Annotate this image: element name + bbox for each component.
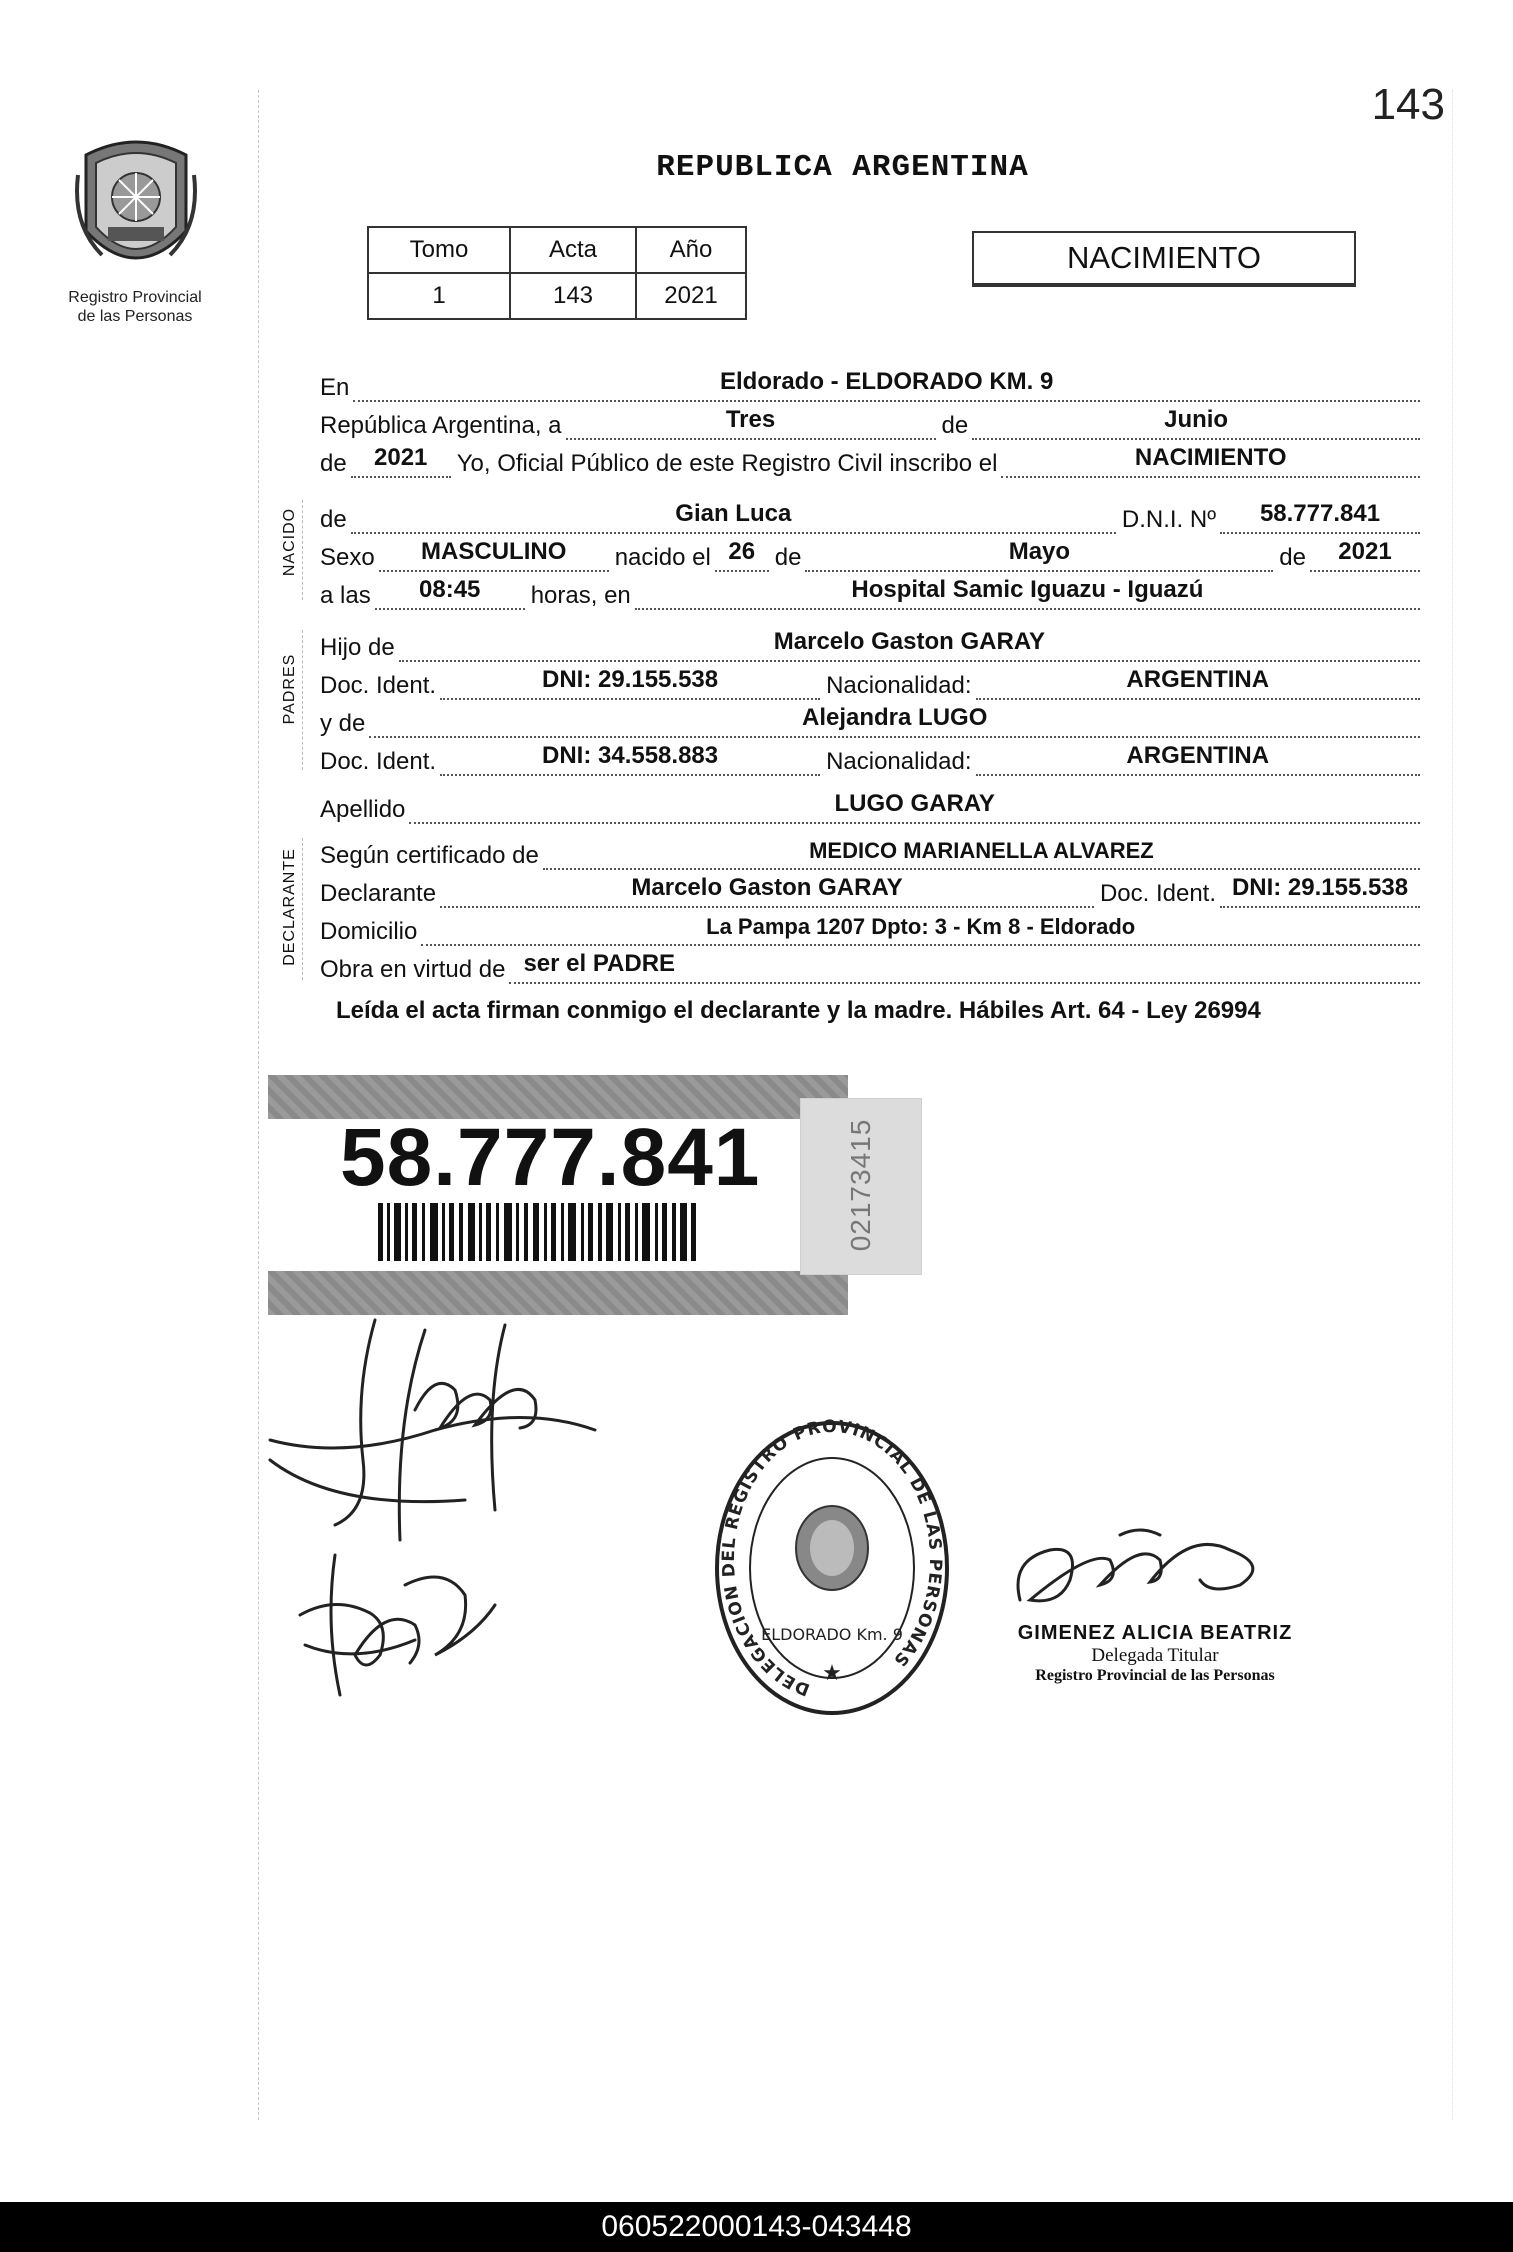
record-type-box: NACIMIENTO: [972, 231, 1356, 287]
field-dia-nac: 26: [715, 538, 769, 572]
row-fecha: [320, 408, 1420, 440]
value-anio: 2021: [636, 273, 746, 319]
signature-declarante-icon: [265, 1310, 605, 1550]
row-declarante: [320, 876, 1420, 908]
vertical-code-sticker: [800, 1098, 922, 1275]
side-label-declarante: DECLARANTE: [281, 848, 298, 966]
field-nombre: Gian Luca: [351, 500, 1116, 534]
field-lugar-nac: Hospital Samic Iguazu - Iguazú: [635, 576, 1420, 610]
label-de-mes: de: [941, 412, 969, 439]
label-obra: Obra en virtud de: [320, 956, 506, 983]
row-certificado: [320, 838, 1420, 870]
label-doc-declarante: Doc. Ident.: [1099, 880, 1216, 907]
vertical-code: 02173415: [845, 1118, 876, 1252]
label-de-anio: de: [320, 450, 347, 477]
logo-caption-line1: Registro Provincial: [68, 289, 202, 306]
label-horas-en: horas, en: [530, 582, 631, 609]
page-number: 143: [1371, 80, 1445, 129]
label-doc-padre: Doc. Ident.: [320, 672, 437, 699]
label-en: En: [320, 374, 350, 401]
field-apellido: LUGO GARAY: [409, 790, 1420, 824]
row-padre: [320, 630, 1420, 662]
header-anio: Año: [636, 227, 746, 273]
value-acta: 143: [510, 273, 636, 319]
field-sexo: MASCULINO: [379, 538, 609, 572]
label-segun: Según certificado de: [320, 842, 539, 869]
id-number: 58.777.841: [340, 1112, 761, 1203]
label-de-anio-nac: de: [1279, 544, 1306, 571]
field-declarante: Marcelo Gaston GARAY: [440, 874, 1094, 908]
field-padre-doc: DNI: 29.155.538: [440, 666, 820, 700]
record-table: [367, 226, 747, 320]
field-obra: ser el PADRE: [509, 950, 1420, 984]
document-title: REPUBLICA ARGENTINA: [656, 150, 1029, 185]
logo-caption: [40, 288, 230, 326]
label-y-de: y de: [320, 710, 366, 737]
field-madre: Alejandra LUGO: [369, 704, 1420, 738]
label-strip-bottom: [268, 1271, 848, 1315]
label-hijo-de: Hijo de: [320, 634, 395, 661]
right-margin-line: [1452, 90, 1453, 2120]
side-label-nacido: NACIDO: [281, 507, 298, 577]
field-anio-nac: 2021: [1310, 538, 1420, 572]
barcode-icon: [378, 1203, 696, 1261]
closing-statement: Leída el acta firman conmigo el declarante y la madre. Hábiles Art. 64 - Ley 26994: [336, 997, 1261, 1024]
field-hora: 08:45: [375, 576, 525, 610]
label-a-las: a las: [320, 582, 371, 609]
svg-text:★: ★: [822, 1660, 842, 1685]
header-acta: Acta: [510, 227, 636, 273]
official-name: GIMENEZ ALICIA BEATRIZ: [1017, 1622, 1293, 1644]
field-dia-inscripcion: Tres: [566, 406, 936, 440]
label-apellido: Apellido: [320, 796, 406, 823]
field-tipo: NACIMIENTO: [1001, 444, 1420, 478]
left-margin-line: [258, 90, 259, 2120]
field-domicilio: La Pampa 1207 Dpto: 3 - Km 8 - Eldorado: [421, 912, 1420, 946]
label-de-mes-nac: de: [774, 544, 802, 571]
label-sexo: Sexo: [320, 544, 375, 571]
label-nacionalidad-madre: Nacionalidad:: [826, 748, 972, 775]
row-obra: [320, 952, 1420, 984]
label-yo: Yo, Oficial Público de este Registro Civil inscribo el: [456, 450, 998, 477]
field-madre-nac: ARGENTINA: [976, 742, 1421, 776]
header-tomo: Tomo: [368, 227, 510, 273]
field-mes-nac: Mayo: [805, 538, 1273, 572]
signature-madre-icon: [295, 1545, 505, 1705]
field-certificado: MEDICO MARIANELLA ALVAREZ: [543, 836, 1420, 870]
field-lugar: Eldorado - ELDORADO KM. 9: [353, 368, 1420, 402]
id-label: [268, 1075, 848, 1315]
row-madre-doc: [320, 744, 1420, 776]
label-nacido-el: nacido el: [614, 544, 711, 571]
label-de-nombre: de: [320, 506, 347, 533]
row-lugar: [320, 370, 1420, 402]
official-stamp-icon: [712, 1418, 952, 1718]
field-mes-inscripcion: Junio: [972, 406, 1420, 440]
field-declarante-doc: DNI: 29.155.538: [1220, 874, 1420, 908]
stamp-inner-text: ELDORADO Km. 9: [761, 1625, 903, 1644]
logo-caption-line2: de las Personas: [77, 308, 193, 325]
side-label-padres: PADRES: [281, 653, 298, 725]
official-org: Registro Provincial de las Personas: [1035, 1667, 1275, 1684]
official-block: [995, 1622, 1315, 1685]
footer-code: 060522000143-043448: [0, 2202, 1513, 2252]
row-madre: [320, 706, 1420, 738]
field-padre: Marcelo Gaston GARAY: [399, 628, 1420, 662]
label-domicilio: Domicilio: [320, 918, 418, 945]
label-nacionalidad-padre: Nacionalidad:: [826, 672, 972, 699]
row-inscripcion: [320, 446, 1420, 478]
field-dni: 58.777.841: [1220, 500, 1420, 534]
value-tomo: 1: [368, 273, 510, 319]
stamp-ring-text: DELEGACION DEL REGISTRO PROVINCIAL DE LAS PERSONAS: [718, 1418, 946, 1700]
padres-divider: [302, 630, 303, 770]
label-republica: República Argentina, a: [320, 412, 562, 439]
row-apellido: [320, 792, 1420, 824]
nacido-divider: [302, 500, 303, 600]
label-declarante: Declarante: [320, 880, 437, 907]
row-nombre: [320, 502, 1420, 534]
label-doc-madre: Doc. Ident.: [320, 748, 437, 775]
row-padre-doc: [320, 668, 1420, 700]
signature-official-icon: [1000, 1520, 1290, 1620]
field-madre-doc: DNI: 34.558.883: [440, 742, 820, 776]
field-padre-nac: ARGENTINA: [976, 666, 1421, 700]
official-role: Delegada Titular: [1091, 1645, 1219, 1666]
declarante-divider: [302, 838, 303, 980]
label-dni: D.N.I. Nº: [1121, 506, 1216, 533]
row-hora: [320, 578, 1420, 610]
row-sexo: [320, 540, 1420, 572]
row-domicilio: [320, 914, 1420, 946]
field-anio-inscripcion: 2021: [351, 444, 451, 478]
